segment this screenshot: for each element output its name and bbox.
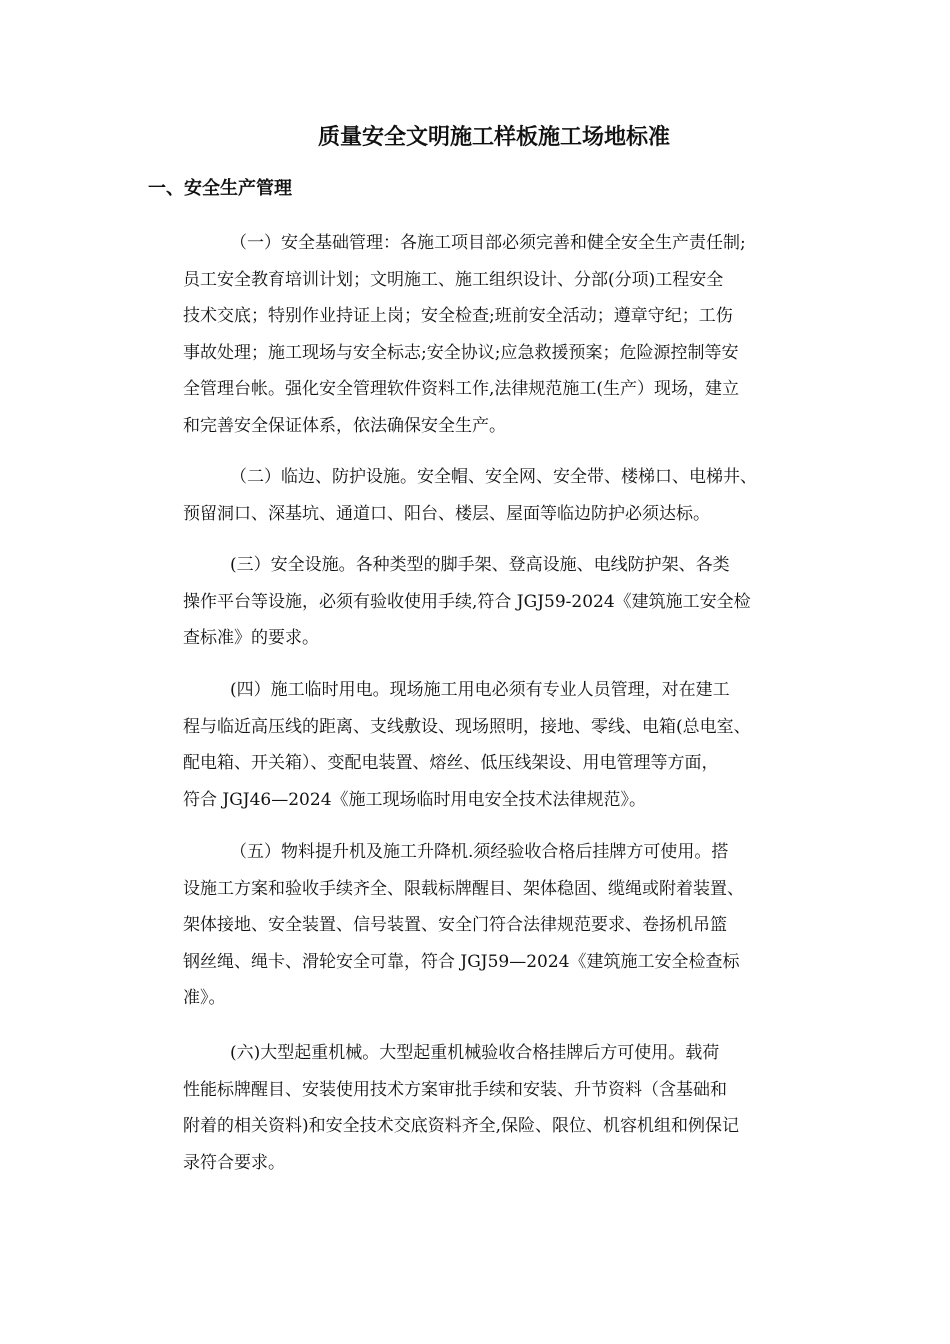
paragraph-line: 性能标牌醒目、安装使用技术方案审批手续和安装、升节资料（含基础和 xyxy=(183,1079,727,1100)
paragraph-line: 查标准》的要求。 xyxy=(183,628,319,649)
paragraph-line: 准》。 xyxy=(183,988,226,1009)
paragraph-line: （二）临边、防护设施。安全帽、安全网、安全带、楼梯口、电梯井、 xyxy=(230,467,757,487)
paragraph-line: （五）物料提升机及施工升降机.须经验收合格后挂牌方可使用。搭 xyxy=(230,842,729,862)
paragraph-line: (六)大型起重机械。大型起重机械验收合格挂牌后方可使用。载荷 xyxy=(230,1043,720,1063)
paragraph-line: 符合 JGJ46—2024《施工现场临时用电安全技术法律规范》。 xyxy=(183,789,647,810)
paragraph-line: 事故处理；施工现场与安全标志;安全协议;应急救援预案；危险源控制等安 xyxy=(183,342,739,363)
paragraph-line: 附着的相关资料)和安全技术交底资料齐全,保险、限位、机容机组和例保记 xyxy=(183,1116,740,1137)
paragraph-line: 设施工方案和验收手续齐全、限载标牌醒目、架体稳固、缆绳或附着装置、 xyxy=(183,878,744,899)
section-heading: 一、安全生产管理 xyxy=(148,178,292,199)
paragraph-line: 员工安全教育培训计划；文明施工、施工组织设计、分部(分项)工程安全 xyxy=(183,269,724,290)
paragraph-line: 全管理台帐。强化安全管理软件资料工作,法律规范施工(生产）现场，建立 xyxy=(183,379,740,400)
paragraph-line: 配电箱、开关箱）、变配电装置、熔丝、低压线架设、用电管理等方面， xyxy=(183,753,719,774)
paragraph-line: 架体接地、安全装置、信号装置、安全门符合法律规范要求、卷扬机吊篮 xyxy=(183,915,727,936)
paragraph-material-hoist xyxy=(183,834,833,1017)
paragraph-safety-foundation xyxy=(183,225,833,445)
paragraph-line: 程与临近高压线的距离、支线敷设、现场照明，接地、零线、电箱(总电室、 xyxy=(183,716,751,737)
paragraph-line: 预留洞口、深基坑、通道口、阳台、楼层、屋面等临边防护必须达标。 xyxy=(183,503,710,524)
paragraph-line: 操作平台等设施，必须有验收使用手续,符合 JGJ59-2024《建筑施工安全检 xyxy=(183,591,751,612)
paragraph-line: 和完善安全保证体系，依法确保安全生产。 xyxy=(183,415,506,436)
paragraph-line: （一）安全基础管理：各施工项目部必须完善和健全安全生产责任制; xyxy=(230,233,746,253)
paragraph-lifting-machinery xyxy=(183,1035,833,1181)
paragraph-line: 钢丝绳、绳卡、滑轮安全可靠，符合 JGJ59—2024《建筑施工安全检查标 xyxy=(183,951,740,972)
paragraph-safety-facilities xyxy=(183,547,833,657)
paragraph-temporary-power xyxy=(183,672,833,818)
paragraph-line: 技术交底；特别作业持证上岗；安全检查;班前安全活动；遵章守纪；工伤 xyxy=(183,306,733,327)
document-title: 质量安全文明施工样板施工场地标准 xyxy=(317,124,670,150)
paragraph-line: 录符合要求。 xyxy=(183,1152,285,1173)
paragraph-line: (四）施工临时用电。现场施工用电必须有专业人员管理，对在建工 xyxy=(230,680,730,700)
paragraph-line: (三）安全设施。各种类型的脚手架、登高设施、电线防护架、各类 xyxy=(230,555,730,575)
paragraph-edge-protection xyxy=(183,459,833,532)
